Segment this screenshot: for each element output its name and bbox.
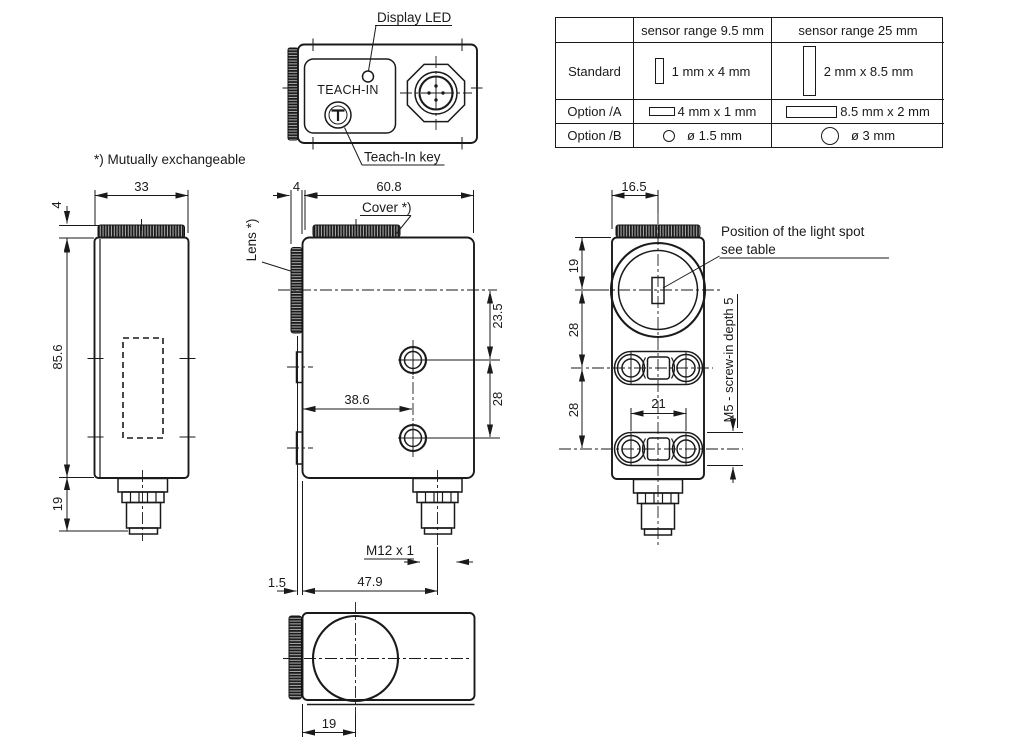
bottom-view [283,602,475,737]
dim-21: 21 [651,396,666,411]
mutually-exchangeable-note: *) Mutually exchangeable [94,152,246,167]
aperture-slit-vertical-small-icon [655,58,664,84]
front-view [244,179,505,595]
dim-cover-4: 4 [49,201,64,209]
light-spot-note-line2: see table [721,242,776,257]
rear-view [559,179,889,547]
cell-text: ø 3 mm [850,128,896,143]
dim-38-6: 38.6 [344,392,370,407]
teach-in-text: TEACH-IN [317,83,379,97]
display-led-label: Display LED [377,10,452,25]
aperture-slit-vertical-large-icon [803,46,816,96]
table-cell [634,124,772,147]
dim-16-5: 16.5 [621,179,647,194]
row-label-option-a: Option /A [556,100,634,124]
m5-thread-note: M5 - screw-in depth 5 [721,297,736,423]
dim-28: 28 [490,391,505,407]
table-header-range-9-5: sensor range 9.5 mm [634,18,772,43]
dim-23-5: 23.5 [490,303,505,329]
dim-28-upper: 28 [566,322,581,338]
table-cell [634,43,772,100]
row-label-standard: Standard [556,43,634,100]
table-cell [772,100,944,124]
cell-text: ø 1.5 mm [687,128,742,143]
cell-text: 2 mm x 8.5 mm [823,63,914,79]
aperture-slit-horizontal-small-icon [649,107,675,116]
lens-label: Lens *) [244,218,259,262]
lens-knurl-strip [289,616,302,699]
top-view [283,10,483,165]
m12-thread-label: M12 x 1 [366,543,415,558]
dim-19-bottom: 19 [321,716,337,731]
table-cell [772,124,944,147]
dim-width-33: 33 [134,179,149,194]
cell-text: 4 mm x 1 mm [677,104,757,119]
cover-label: Cover *) [362,200,412,215]
dim-19-rear: 19 [566,258,581,274]
table-cell [772,43,944,100]
cell-text: 8.5 mm x 2 mm [840,104,930,119]
m12-connector-top-icon [400,56,472,130]
table-cell [634,100,772,124]
dim-width-60-8: 60.8 [376,179,402,194]
row-label-option-b: Option /B [556,124,634,147]
lens-knurl-strip [288,48,298,140]
m12-connector-front [413,470,462,545]
dim-1-5: 1.5 [267,575,286,590]
display-led-leader [369,26,377,72]
dim-lens-4: 4 [292,179,301,194]
teach-in-key-icon [325,102,351,128]
aperture-circle-large-icon [821,127,839,145]
cell-text: 1 mm x 4 mm [671,63,751,79]
display-led-icon [363,71,374,82]
label-area [123,338,163,438]
sensor-range-table [555,17,943,148]
light-spot-leader [663,256,720,288]
side-view [49,179,196,541]
cover-leader [397,216,412,234]
table-header-range-25: sensor range 25 mm [772,18,944,43]
lens-leader [262,262,291,271]
teach-in-key-label: Teach-In key [364,149,441,165]
aperture-circle-small-icon [663,130,675,142]
table-header-empty [556,18,634,43]
aperture-slit-horizontal-large-icon [786,106,837,118]
m12-connector-side [118,470,168,541]
dim-height-85-6: 85.6 [50,344,65,370]
dim-47-9: 47.9 [357,574,383,589]
light-spot-note-line1: Position of the light spot [721,224,865,239]
dim-28-lower: 28 [566,402,581,418]
dim-connector-19: 19 [50,496,65,512]
